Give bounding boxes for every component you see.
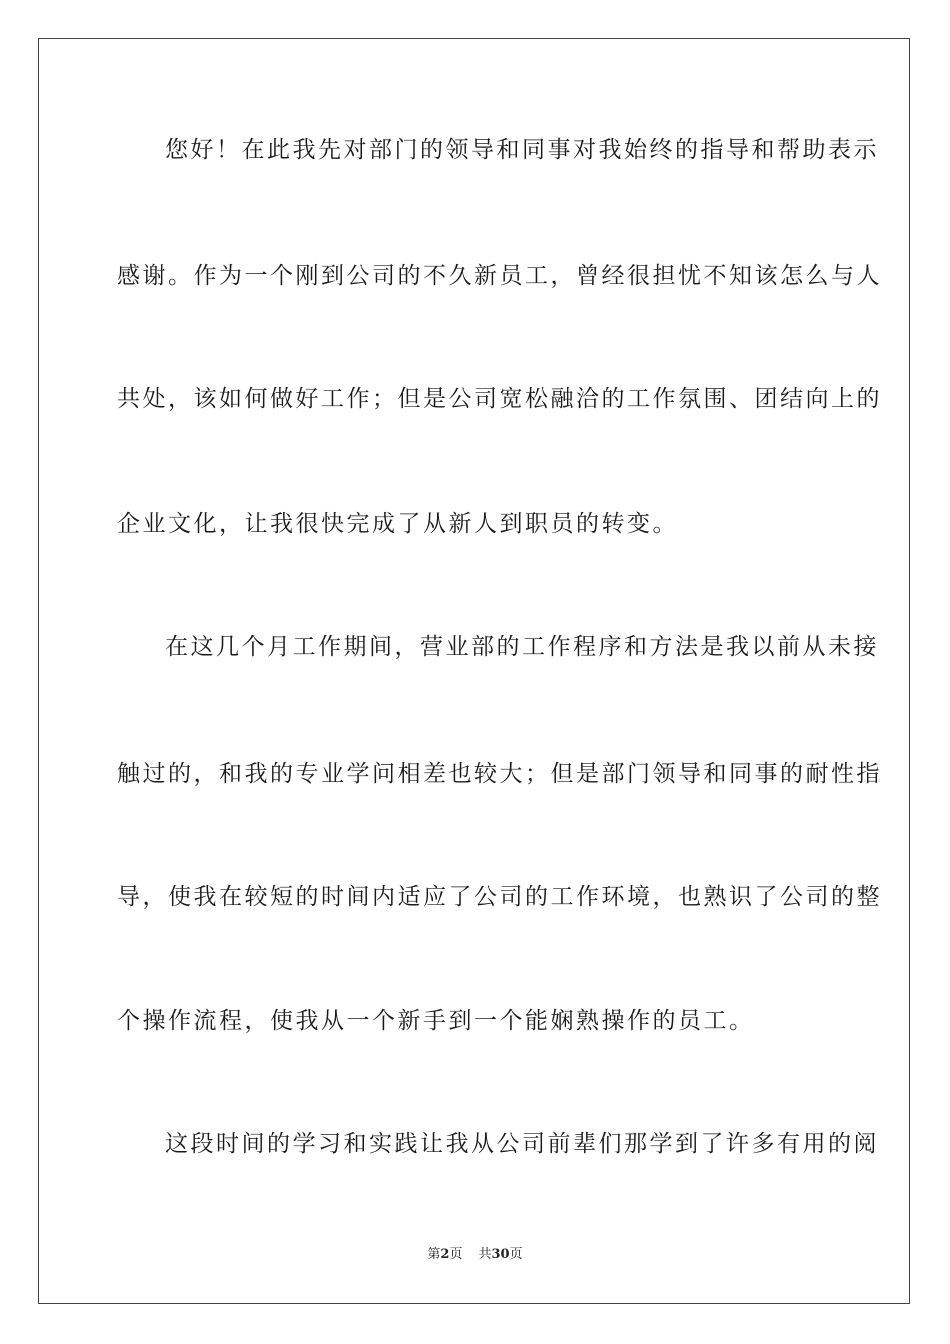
footer-total-prefix: 共 — [478, 1247, 492, 1262]
footer-total-unit: 页 — [509, 1247, 523, 1262]
page-footer — [0, 1246, 950, 1264]
text-line-7: 导，使我在较短的时间内适应了公司的工作环境，也熟识了公司的整 — [117, 884, 882, 910]
text-line-4: 企业文化，让我很快完成了从新人到职员的转变。 — [117, 511, 678, 537]
footer-total-pages: 30 — [491, 1247, 510, 1262]
text-line-2: 感谢。作为一个刚到公司的不久新员工，曾经很担忧不知该怎么与人 — [117, 263, 882, 289]
text-line-8: 个操作流程，使我从一个新手到一个能娴熟操作的员工。 — [117, 1008, 755, 1034]
footer-page-number: 2 — [440, 1247, 450, 1262]
text-line-1: 您好！在此我先对部门的领导和同事对我始终的指导和帮助表示 — [165, 137, 879, 163]
text-line-9: 这段时间的学习和实践让我从公司前辈们那学到了许多有用的阅 — [165, 1131, 879, 1157]
text-line-6: 触过的，和我的专业学问相差也较大；但是部门领导和同事的耐性指 — [117, 761, 882, 787]
footer-page-unit: 页 — [449, 1247, 463, 1262]
footer-page-prefix: 第 — [427, 1247, 441, 1262]
text-line-5: 在这几个月工作期间，营业部的工作程序和方法是我以前从未接 — [165, 634, 879, 660]
text-line-3: 共处，该如何做好工作；但是公司宽松融洽的工作氛围、团结向上的 — [117, 386, 882, 412]
page-border — [38, 38, 910, 1304]
